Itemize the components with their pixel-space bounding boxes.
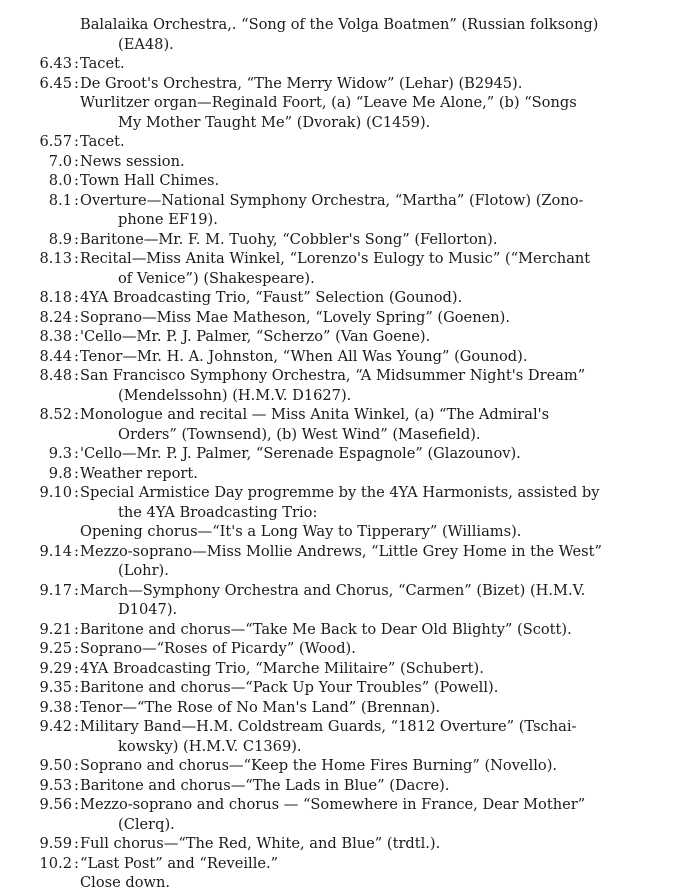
entry-text: Baritone and chorus—“The Lads in Blue” (Dacre).: [80, 776, 450, 794]
time-colon: :: [74, 698, 79, 716]
entry-time: 8.9: [48, 230, 72, 248]
entry-text: Full chorus—“The Red, White, and Blue” (trdtl.).: [80, 835, 441, 852]
entry-text: Close down.: [80, 874, 171, 891]
entry-time: 6.45: [39, 74, 72, 92]
entry-text-continued: kowsky) (H.M.V. C1369).: [118, 737, 302, 755]
entry-text: Baritone—Mr. F. M. Tuohy, “Cobbler's Song” (Fellorton).: [80, 230, 498, 248]
entry-text: Special Armistice Day progremme by the 4YA Harmonists, assisted by: [80, 484, 600, 501]
entry-text: Tacet.: [80, 55, 125, 72]
entry-text: News session.: [80, 152, 185, 170]
time-colon: :: [74, 718, 79, 735]
entry-text-continued: (Clerq).: [118, 815, 175, 833]
entry-time: 8.44: [39, 347, 72, 365]
entry-time: 8.0: [48, 172, 72, 189]
entry-time: 8.18: [39, 289, 72, 306]
entry-time: 9.10: [39, 484, 72, 501]
entry-text: Soprano and chorus—“Keep the Home Fires Burning” (Novello).: [80, 757, 558, 774]
entry-text: Wurlitzer organ—Reginald Foort, (a) “Leave Me Alone,” (b) “Songs: [80, 94, 577, 111]
time-colon: :: [74, 484, 79, 501]
entry-text: March—Symphony Orchestra and Chorus, “Carmen” (Bizet) (H.M.V.: [80, 581, 586, 599]
entry-text: 4YA Broadcasting Trio, “Marche Militaire” (Schubert).: [80, 659, 484, 677]
entry-time: 9.21: [39, 620, 72, 638]
entry-text: Tacet.: [80, 133, 125, 150]
entry-text: Soprano—“Roses of Picardy” (Wood).: [80, 640, 356, 657]
time-colon: :: [74, 172, 79, 189]
entry-time: 9.8: [48, 464, 72, 482]
entry-text: De Groot's Orchestra, “The Merry Widow” (Lehar) (B2945).: [80, 74, 523, 92]
time-colon: :: [74, 835, 79, 852]
time-colon: :: [74, 581, 79, 599]
entry-text: “Last Post” and “Reveille.”: [80, 854, 279, 872]
entry-time: 8.1: [48, 191, 72, 209]
time-colon: :: [74, 620, 79, 638]
entry-text: Balalaika Orchestra,. “Song of the Volga Boatmen” (Russian folksong): [80, 16, 599, 33]
entry-time: 9.53: [39, 776, 72, 794]
entry-text: Overture—National Symphony Orchestra, “Martha” (Flotow) (Zono-: [80, 191, 584, 209]
entry-text-continued: D1047).: [118, 601, 178, 618]
entry-text-continued: (Lohr).: [118, 562, 169, 579]
time-colon: :: [74, 308, 79, 326]
entry-text: Recital—Miss Anita Winkel, “Lorenzo's Eulogy to Music” (“Merchant: [80, 250, 591, 267]
entry-text: Mezzo-soprano and chorus — “Somewhere in France, Dear Mother”: [80, 796, 586, 813]
time-colon: :: [74, 659, 79, 677]
time-colon: :: [74, 542, 79, 560]
time-colon: :: [74, 289, 79, 306]
entry-time: 9.3: [48, 445, 72, 462]
entry-text-continued: My Mother Taught Me” (Dvorak) (C1459).: [118, 113, 431, 131]
entry-text: Mezzo-soprano—Miss Mollie Andrews, “Little Grey Home in the West”: [80, 542, 602, 560]
time-colon: :: [74, 854, 79, 872]
entry-text: Opening chorus—“It's a Long Way to Tipperary” (Williams).: [80, 523, 522, 540]
entry-text: Monologue and recital — Miss Anita Winkel, (a) “The Admiral's: [80, 406, 550, 423]
entry-text: Tenor—Mr. H. A. Johnston, “When All Was Young” (Gounod).: [80, 347, 528, 365]
time-colon: :: [74, 406, 79, 423]
entry-time: 6.57: [39, 133, 72, 150]
entry-time: 8.38: [39, 328, 72, 345]
time-colon: :: [74, 191, 79, 209]
entry-text: San Francisco Symphony Orchestra, “A Midsummer Night's Dream”: [80, 367, 586, 384]
entry-time: 9.38: [39, 698, 72, 716]
time-colon: :: [74, 74, 79, 92]
entry-text-continued: (EA48).: [118, 35, 174, 53]
entry-time: 9.56: [39, 796, 72, 813]
entry-text: Tenor—“The Rose of No Man's Land” (Brennan).: [80, 698, 441, 716]
time-colon: :: [74, 152, 79, 170]
entry-text: 4YA Broadcasting Trio, “Faust” Selection (Gounod).: [80, 289, 463, 306]
entry-time: 9.14: [39, 542, 72, 560]
entry-time: 9.59: [39, 835, 72, 852]
entry-time: 10.2: [39, 854, 72, 872]
time-colon: :: [74, 776, 79, 794]
entry-time: 8.13: [39, 250, 72, 267]
time-colon: :: [74, 367, 79, 384]
entry-time: 8.48: [39, 367, 72, 384]
time-colon: :: [74, 133, 79, 150]
entry-text: Town Hall Chimes.: [80, 172, 220, 189]
entry-text-continued: phone EF19).: [118, 211, 218, 228]
entry-text-continued: Orders” (Townsend), (b) West Wind” (Masefield).: [118, 425, 481, 443]
entry-text-continued: the 4YA Broadcasting Trio:: [118, 503, 318, 521]
entry-time: 8.52: [39, 406, 72, 423]
time-colon: :: [74, 679, 79, 696]
entry-time: 8.24: [39, 308, 72, 326]
entry-time: 9.17: [39, 581, 72, 599]
time-colon: :: [74, 347, 79, 365]
entry-text: 'Cello—Mr. P. J. Palmer, “Serenade Espagnole” (Glazounov).: [80, 445, 521, 462]
entry-time: 9.50: [39, 757, 72, 774]
time-colon: :: [74, 230, 79, 248]
entry-text-continued: of Venice”) (Shakespeare).: [118, 269, 315, 287]
entry-time: 6.43: [39, 55, 72, 72]
entry-text-continued: (Mendelssohn) (H.M.V. D1627).: [118, 386, 352, 404]
entry-time: 9.29: [39, 659, 72, 677]
entry-time: 9.42: [39, 718, 72, 735]
time-colon: :: [74, 757, 79, 774]
entry-text: Soprano—Miss Mae Matheson, “Lovely Spring” (Goenen).: [80, 308, 510, 326]
time-colon: :: [74, 250, 79, 267]
time-colon: :: [74, 464, 79, 482]
entry-time: 9.35: [39, 679, 72, 696]
time-colon: :: [74, 328, 79, 345]
entry-text: Weather report.: [80, 464, 198, 482]
time-colon: :: [74, 640, 79, 657]
entry-text: Baritone and chorus—“Pack Up Your Troubles” (Powell).: [80, 679, 499, 696]
time-colon: :: [74, 55, 79, 72]
entry-time: 7.0: [48, 152, 72, 170]
entry-text: Baritone and chorus—“Take Me Back to Dear Old Blighty” (Scott).: [80, 620, 572, 638]
entry-text: 'Cello—Mr. P. J. Palmer, “Scherzo” (Van Goene).: [80, 328, 431, 345]
time-colon: :: [74, 796, 79, 813]
entry-text: Military Band—H.M. Coldstream Guards, “1812 Overture” (Tschai-: [80, 718, 577, 735]
entry-time: 9.25: [39, 640, 72, 657]
time-colon: :: [74, 445, 79, 462]
